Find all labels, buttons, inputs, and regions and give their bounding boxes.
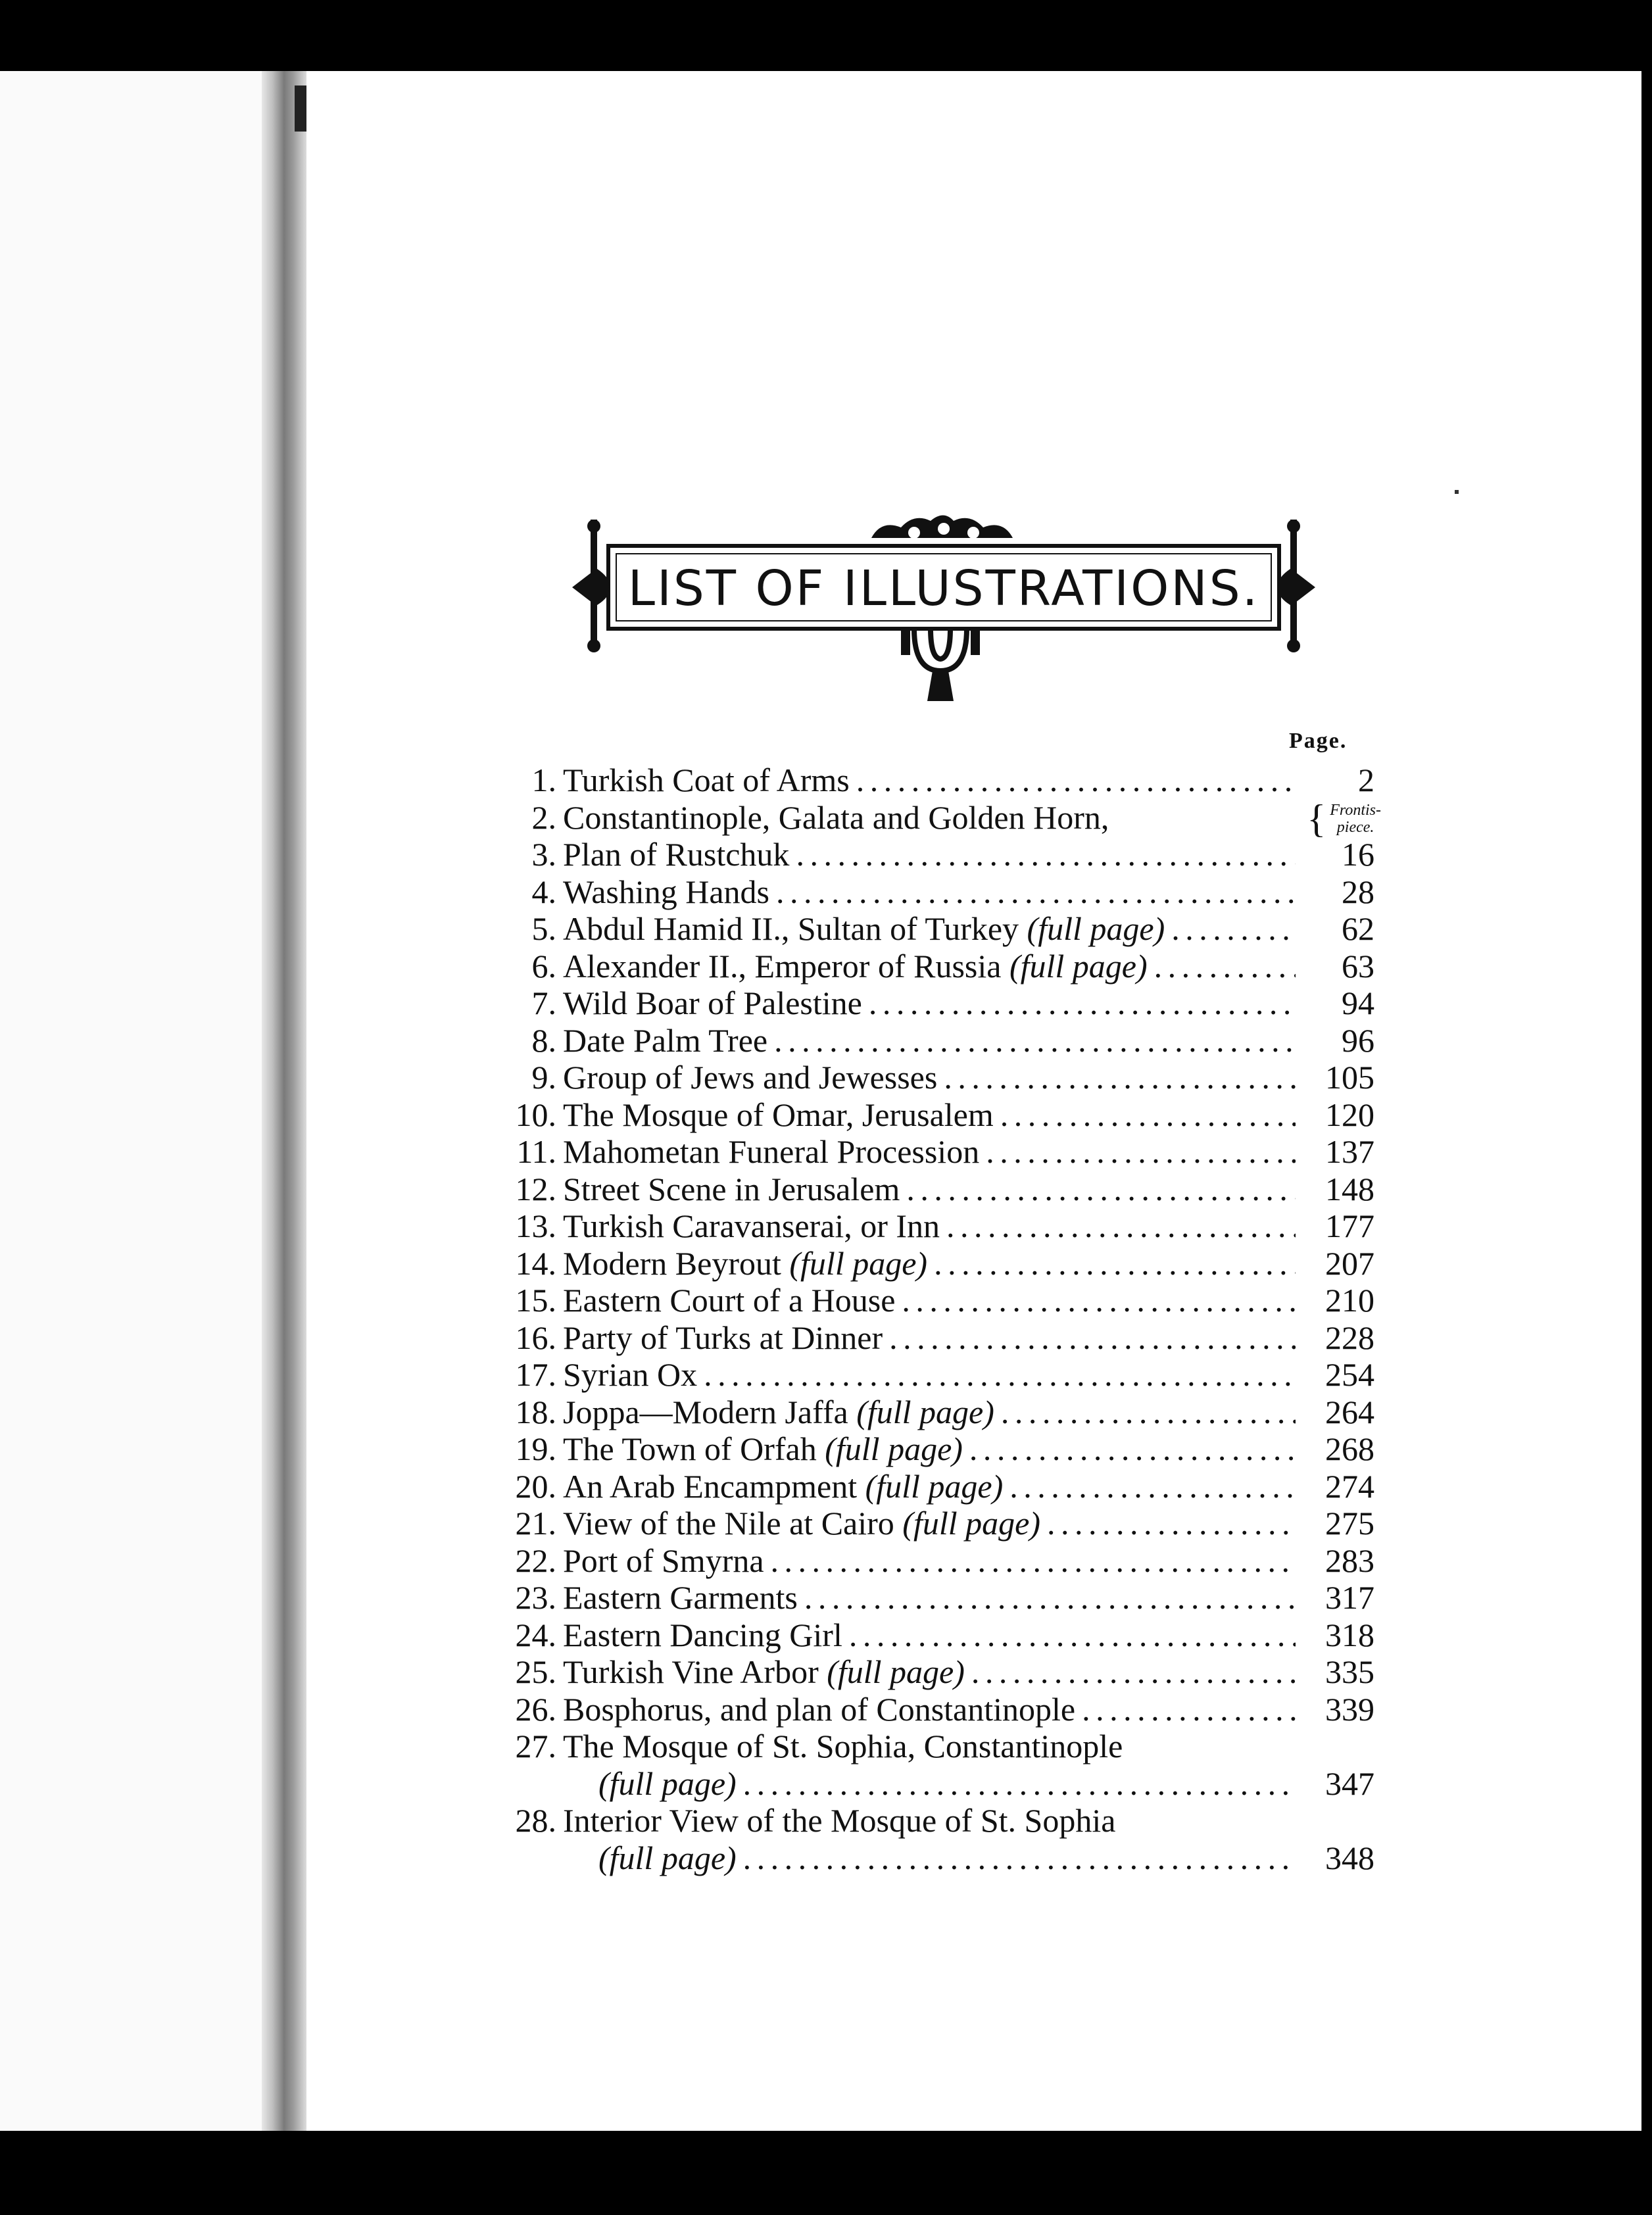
list-item <box>500 1617 1381 1654</box>
item-entry <box>598 1839 1296 1876</box>
list-item <box>500 1059 1381 1096</box>
item-page: 177 <box>1325 1207 1374 1244</box>
list-item <box>500 1394 1381 1431</box>
list-item <box>500 1171 1381 1208</box>
item-page: 318 <box>1325 1616 1374 1653</box>
item-note: (full page) <box>1027 910 1165 947</box>
list-item <box>500 873 1381 911</box>
item-entry <box>563 1245 1296 1282</box>
item-page: 28 <box>1342 873 1374 910</box>
page-speck <box>1455 490 1459 494</box>
item-entry <box>563 1356 1296 1393</box>
item-page: 228 <box>1325 1319 1374 1356</box>
item-title: Joppa—Modern Jaffa (full page) <box>563 1393 994 1430</box>
item-number: 9. <box>531 1059 556 1096</box>
item-note: (full page) <box>598 1765 737 1802</box>
dot-leader <box>1047 1505 1296 1542</box>
dot-leader <box>889 1319 1296 1356</box>
dot-leader <box>804 1579 1296 1616</box>
item-page: 283 <box>1325 1542 1374 1579</box>
item-title: Mahometan Funeral Procession <box>563 1133 980 1170</box>
frontispiece-text <box>1330 802 1381 836</box>
item-entry <box>563 1691 1296 1728</box>
item-entry <box>563 1802 1296 1839</box>
item-entry <box>563 1505 1296 1542</box>
item-page: 335 <box>1325 1653 1374 1690</box>
item-number: 13. <box>515 1207 556 1244</box>
item-title: Eastern Court of a House <box>563 1282 896 1319</box>
dot-leader <box>934 1245 1296 1282</box>
dot-leader <box>969 1430 1296 1467</box>
item-entry <box>563 762 1296 798</box>
dot-leader <box>1154 948 1296 985</box>
item-entry <box>563 1394 1296 1430</box>
item-title: View of the Nile at Cairo (full page) <box>563 1505 1040 1542</box>
item-note: (full page) <box>598 1839 737 1876</box>
dot-leader <box>856 762 1296 798</box>
list-item <box>500 1542 1381 1580</box>
dot-leader <box>944 1059 1296 1096</box>
item-page: 148 <box>1325 1170 1374 1207</box>
item-number: 6. <box>531 947 556 985</box>
list-item <box>500 948 1381 985</box>
dot-leader <box>776 873 1296 910</box>
item-page: 96 <box>1342 1021 1374 1059</box>
item-entry <box>563 1207 1296 1244</box>
item-note: (full page) <box>902 1505 1040 1542</box>
item-note: (full page) <box>825 1430 963 1467</box>
item-entry <box>563 1282 1296 1319</box>
frontispiece-line: piece. <box>1336 818 1374 836</box>
item-number: 19. <box>515 1430 556 1467</box>
item-entry <box>563 1617 1296 1653</box>
item-page: 2 <box>1358 762 1374 798</box>
list-item <box>500 1653 1381 1691</box>
item-title: Alexander II., Emperor of Russia (full page) <box>563 947 1148 985</box>
list-item <box>500 1505 1381 1542</box>
item-title: Turkish Vine Arbor (full page) <box>563 1653 965 1690</box>
item-entry <box>563 1171 1296 1207</box>
item-page: 94 <box>1342 985 1374 1021</box>
list-item <box>500 910 1381 948</box>
dot-leader <box>743 1839 1296 1876</box>
item-title: Constantinople, Galata and Golden Horn, <box>563 798 1109 836</box>
title-cartouche <box>572 506 1315 704</box>
dot-leader <box>743 1765 1296 1802</box>
list-item <box>500 1207 1381 1245</box>
item-page: 120 <box>1325 1096 1374 1133</box>
brace-glyph: { <box>1307 796 1326 840</box>
item-number: 22. <box>515 1542 556 1579</box>
item-entry <box>563 1022 1296 1059</box>
list-item <box>500 1282 1381 1319</box>
item-number: 11. <box>516 1133 556 1170</box>
item-page: 268 <box>1325 1430 1374 1467</box>
item-title: Bosphorus, and plan of Constantinople <box>563 1690 1076 1728</box>
item-entry <box>563 873 1296 910</box>
list-item <box>500 1802 1381 1839</box>
item-page: 105 <box>1325 1059 1374 1096</box>
item-title: Interior View of the Mosque of St. Sophia <box>563 1802 1116 1839</box>
dot-leader <box>771 1542 1296 1579</box>
dot-leader <box>906 1171 1296 1207</box>
item-number: 5. <box>531 910 556 947</box>
item-number: 28. <box>515 1802 556 1839</box>
dot-leader <box>1082 1691 1296 1728</box>
item-entry <box>563 1096 1296 1133</box>
item-entry <box>563 1653 1296 1690</box>
dot-leader <box>1000 1096 1296 1133</box>
item-entry <box>563 948 1296 985</box>
item-number: 10. <box>515 1096 556 1133</box>
item-entry <box>563 1579 1296 1616</box>
item-number: 15. <box>515 1282 556 1319</box>
item-title: Wild Boar of Palestine <box>563 985 862 1021</box>
list-item <box>500 796 1381 840</box>
list-item <box>500 1691 1381 1728</box>
frontispiece-note <box>1307 796 1381 840</box>
item-number: 16. <box>515 1319 556 1356</box>
item-title: Plan of Rustchuk <box>563 836 790 873</box>
dot-leader <box>796 836 1296 873</box>
item-number: 20. <box>515 1467 556 1505</box>
item-title: Group of Jews and Jewesses <box>563 1059 938 1096</box>
list-item <box>500 762 1381 799</box>
item-note: (full page) <box>856 1393 994 1430</box>
item-title: Syrian Ox <box>563 1356 698 1393</box>
item-number: 2. <box>531 798 556 836</box>
list-item <box>500 1468 1381 1505</box>
item-entry <box>563 799 1296 836</box>
item-number: 27. <box>515 1728 556 1765</box>
item-title: Eastern Dancing Girl <box>563 1616 842 1653</box>
dot-leader <box>774 1022 1296 1059</box>
item-title: An Arab Encampment (full page) <box>563 1467 1004 1505</box>
item-note: (full page) <box>789 1244 928 1282</box>
item-title: Party of Turks at Dinner <box>563 1319 883 1356</box>
item-note: (full page) <box>1009 947 1148 985</box>
item-entry <box>563 1133 1296 1170</box>
item-title: Turkish Coat of Arms <box>563 762 850 798</box>
dot-leader <box>902 1282 1296 1319</box>
item-page: 264 <box>1325 1393 1374 1430</box>
item-title: The Town of Orfah (full page) <box>563 1430 963 1467</box>
item-page: 207 <box>1325 1244 1374 1282</box>
illustrations-list <box>500 762 1381 1876</box>
item-page: 16 <box>1342 836 1374 873</box>
list-item <box>500 1096 1381 1134</box>
list-item-continuation <box>500 1765 1381 1803</box>
dot-leader <box>1009 1468 1296 1505</box>
dot-leader <box>1001 1394 1296 1430</box>
item-page: 254 <box>1325 1356 1374 1393</box>
item-number: 14. <box>515 1244 556 1282</box>
item-number: 3. <box>531 836 556 873</box>
item-title: Washing Hands <box>563 873 769 910</box>
list-item <box>500 1728 1381 1765</box>
list-item <box>500 1319 1381 1357</box>
item-title: Modern Beyrout (full page) <box>563 1244 928 1282</box>
list-item <box>500 1245 1381 1282</box>
item-number: 8. <box>531 1021 556 1059</box>
dot-leader <box>1171 910 1296 947</box>
dot-leader <box>704 1356 1296 1393</box>
item-title: Street Scene in Jerusalem <box>563 1170 900 1207</box>
item-page: 62 <box>1342 910 1374 947</box>
item-number: 21. <box>515 1505 556 1542</box>
item-entry <box>563 910 1296 947</box>
item-title: Port of Smyrna <box>563 1542 764 1579</box>
list-item-continuation <box>500 1839 1381 1877</box>
list-item <box>500 1022 1381 1059</box>
item-page: 339 <box>1325 1690 1374 1728</box>
dot-leader <box>946 1207 1296 1244</box>
item-number: 4. <box>531 873 556 910</box>
book-spine <box>262 71 306 2131</box>
item-number: 25. <box>515 1653 556 1690</box>
list-item <box>500 1579 1381 1617</box>
item-entry <box>563 985 1296 1021</box>
item-title: The Mosque of St. Sophia, Constantinople <box>563 1728 1123 1765</box>
item-number: 17. <box>515 1356 556 1393</box>
item-number: 18. <box>515 1393 556 1430</box>
item-entry <box>563 1542 1296 1579</box>
item-title <box>598 1765 737 1802</box>
item-number: 1. <box>531 762 556 798</box>
item-entry <box>563 1728 1296 1765</box>
item-number: 12. <box>515 1170 556 1207</box>
item-entry <box>563 1319 1296 1356</box>
item-entry <box>563 1468 1296 1505</box>
dot-leader <box>971 1653 1296 1690</box>
item-title: Date Palm Tree <box>563 1021 768 1059</box>
frontispiece-line: Frontis- <box>1330 801 1381 819</box>
list-item <box>500 1356 1381 1394</box>
item-page: 348 <box>1325 1839 1374 1876</box>
item-page: 63 <box>1342 947 1374 985</box>
item-note: (full page) <box>865 1467 1004 1505</box>
list-item <box>500 1430 1381 1468</box>
page-column-label: Page. <box>1289 729 1348 753</box>
list-item <box>500 985 1381 1022</box>
item-number: 26. <box>515 1690 556 1728</box>
dot-leader <box>869 985 1296 1021</box>
item-page: 137 <box>1325 1133 1374 1170</box>
dot-leader <box>986 1133 1296 1170</box>
item-title: Abdul Hamid II., Sultan of Turkey (full page) <box>563 910 1165 947</box>
item-page: 210 <box>1325 1282 1374 1319</box>
item-title: Turkish Caravanserai, or Inn <box>563 1207 940 1244</box>
item-note: (full page) <box>827 1653 965 1690</box>
item-page: 275 <box>1325 1505 1374 1542</box>
list-item <box>500 836 1381 873</box>
left-page <box>0 71 262 2131</box>
item-number: 23. <box>515 1579 556 1616</box>
item-number: 24. <box>515 1616 556 1653</box>
item-page: 347 <box>1325 1765 1374 1802</box>
dot-leader <box>849 1617 1296 1653</box>
page-title: LIST OF ILLUSTRATIONS. <box>627 560 1260 617</box>
item-entry <box>598 1765 1296 1802</box>
item-title: Eastern Garments <box>563 1579 798 1616</box>
item-entry <box>563 836 1296 873</box>
list-item <box>500 1133 1381 1171</box>
item-page: 274 <box>1325 1467 1374 1505</box>
item-page: 317 <box>1325 1579 1374 1616</box>
item-title: The Mosque of Omar, Jerusalem <box>563 1096 994 1133</box>
item-entry <box>563 1059 1296 1096</box>
item-title <box>598 1839 737 1876</box>
item-number: 7. <box>531 985 556 1021</box>
item-entry <box>563 1430 1296 1467</box>
